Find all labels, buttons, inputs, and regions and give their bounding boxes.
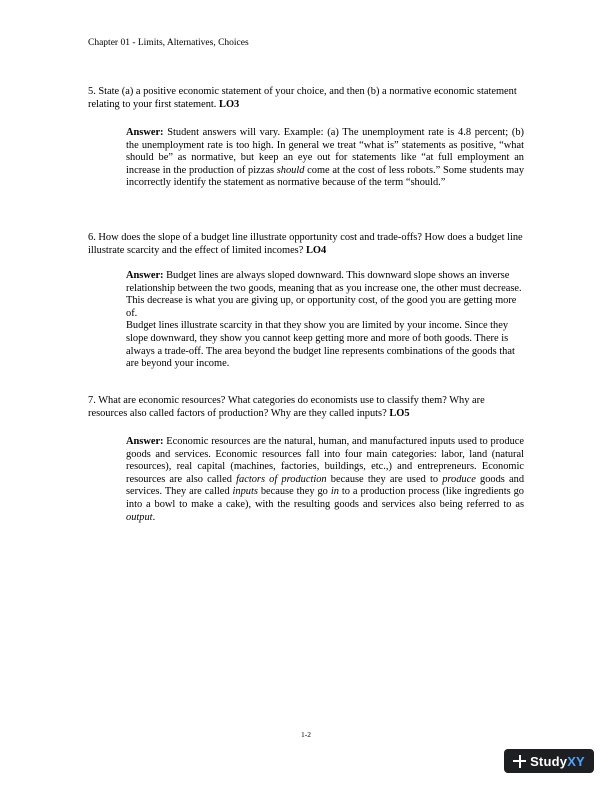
question-7-text: 7. What are economic resources? What categories do economists use to classify them? Why are resources also called factors of production? Why are they called inputs? <box>88 395 485 419</box>
answer-label: Answer: <box>126 270 164 281</box>
question-6 <box>88 232 524 257</box>
answer-7-part3: goods and services. They are called <box>126 473 525 498</box>
answer-5-part2: come at the cost of less robots.” Some students may incorrectly identify the statement as normative because of the term “should.” <box>126 164 525 189</box>
answer-5 <box>126 127 524 190</box>
answer-7-part5: to a production process (like ingredients go into a bowl to make a cake), with the resulting goods and services also being referred to as <box>126 486 524 510</box>
answer-7-emphasis-5: output <box>126 511 153 523</box>
page-number: 1-2 <box>301 730 311 739</box>
answer-7-emphasis-4: in <box>330 486 339 498</box>
brand-name <box>530 754 585 769</box>
answer-7-emphasis-3: inputs <box>232 486 258 498</box>
question-5-text: 5. State (a) a positive economic statement of your choice, and then (b) a normative economic statement relating to your first statement. <box>88 86 517 110</box>
answer-7-part6: . <box>152 511 156 523</box>
answer-6 <box>126 270 524 371</box>
answer-5-part1: Student answers will vary. Example: (a) The unemployment rate is 4.8 percent; (b) the unemployment rate is too high. In general we treat “what is” statements as positive, “what should be” as normative, but keep an eye out for statements like “at full employment an increase in the production of pizzas <box>126 127 524 176</box>
answer-label: Answer: <box>126 436 164 447</box>
question-6-text: 6. How does the slope of a budget line illustrate opportunity cost and trade-offs? How does a budget line illustrate scarcity and the effect of limited incomes? <box>88 232 523 256</box>
question-7 <box>88 395 524 420</box>
answer-6-paragraph-2: Budget lines illustrate scarcity in that they show you are limited by your income. Since they slope downward, they show you cannot keep getting more and more of both goods. There is always a trade-off. The area beyond the budget line represents combinations of the goods that are beyond your income. <box>126 320 515 370</box>
chapter-header: Chapter 01 - Limits, Alternatives, Choices <box>88 38 249 48</box>
answer-7-part4: because they go <box>257 486 331 498</box>
plus-icon <box>513 755 526 768</box>
learning-objective-lo5: LO5 <box>389 407 410 419</box>
answer-7-emphasis-2: produce <box>442 473 476 485</box>
studyxy-badge[interactable] <box>504 749 594 773</box>
answer-7-part2: because they are used to <box>326 473 443 485</box>
learning-objective-lo4: LO4 <box>305 244 327 256</box>
answer-7-part1: Economic resources are the natural, human, and manufactured inputs used to produce goods and services. Economic resources fall into four main categories: labor, land (natural resources), real capital (machines, factories, buildings, etc.,) and entrepreneurs. Economic resources are also called <box>126 436 524 485</box>
answer-5-emphasis: should <box>276 164 305 176</box>
brand-study: Study <box>530 753 568 769</box>
answer-label: Answer: <box>126 127 164 138</box>
answer-6-paragraph-1 <box>126 270 524 320</box>
brand-xy: XY <box>567 753 585 769</box>
answer-7 <box>126 436 524 524</box>
answer-7-emphasis-1: factors of production <box>236 473 327 485</box>
answer-6-text-1: Budget lines are always sloped downward. This downward slope shows an inverse relationship between the two goods, meaning that as you increase one, the other must decrease. This decrease is what you are giving up, or opportunity cost, of the good you are getting more of. <box>126 270 522 319</box>
question-5 <box>88 86 524 111</box>
learning-objective-lo3: LO3 <box>219 98 240 110</box>
